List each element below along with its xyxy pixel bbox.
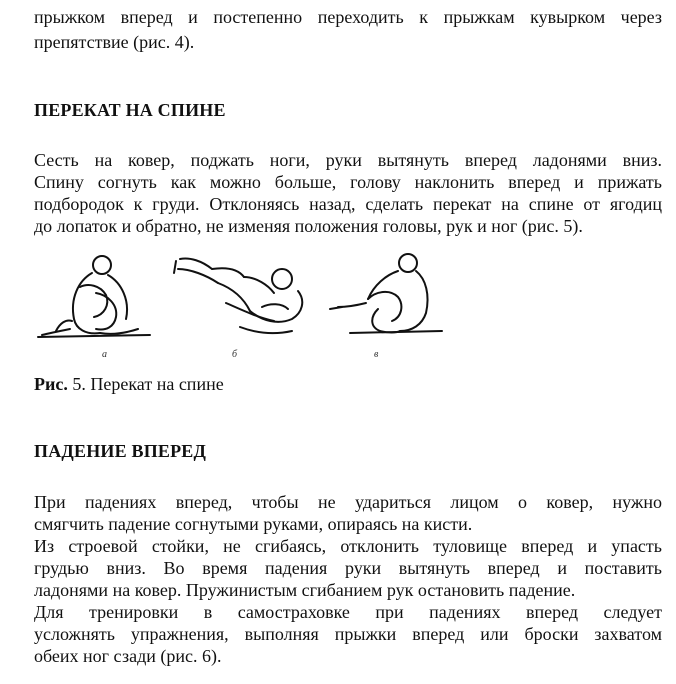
section1-line-3: подбородок к груди. Отклоняясь назад, сделать перекат на спине от ягодиц bbox=[34, 194, 662, 214]
section1-line-2: Спину согнуть как можно больше, голову наклонить вперед и прижать bbox=[34, 172, 662, 192]
section1-line-4: до лопаток и обратно, не изменяя положения головы, рук и ног (рис. 5). bbox=[34, 216, 583, 236]
figure-caption bbox=[34, 373, 224, 395]
section-heading-fall-forward: ПАДЕНИЕ ВПЕРЕД bbox=[34, 441, 207, 461]
panel-label-a: а bbox=[102, 349, 107, 360]
sketch-panel-b bbox=[174, 258, 302, 333]
section2-line-1: При падениях вперед, чтобы не удариться лицом о ковер, нужно bbox=[34, 492, 662, 512]
sketch-panel-c bbox=[330, 254, 442, 333]
section2-line-7: усложнять упражнения, выполняя прыжки вперед или броски захватом bbox=[34, 624, 662, 644]
panel-label-c: в bbox=[374, 349, 379, 360]
section2-line-3: Из строевой стойки, не сгибаясь, отклонить туловище вперед и упасть bbox=[34, 536, 662, 556]
section2-line-4: грудью вниз. Во время падения руки вытянуть вперед и поставить bbox=[34, 558, 662, 578]
intro-line-1: прыжком вперед и постепенно переходить к прыжкам кувырком через bbox=[34, 7, 662, 27]
section2-line-6: Для тренировки в самостраховке при падениях вперед следует bbox=[34, 602, 662, 622]
section-heading-roll-back: ПЕРЕКАТ НА СПИНЕ bbox=[34, 100, 226, 120]
section2-line-2: смягчить падение согнутыми руками, опираясь на кисти. bbox=[34, 514, 473, 534]
sketch-panel-a bbox=[38, 256, 150, 337]
figure-back-roll bbox=[30, 247, 450, 362]
caption-text: 5. Перекат на спине bbox=[67, 374, 224, 394]
intro-line-2: препятствие (рис. 4). bbox=[34, 32, 195, 52]
figure-sketches bbox=[30, 247, 450, 362]
section2-line-5: ладонями на ковер. Пружинистым сгибанием рук остановить падение. bbox=[34, 580, 576, 600]
section2-line-8: обеих ног сзади (рис. 6). bbox=[34, 646, 222, 666]
caption-prefix: Рис. bbox=[34, 374, 68, 394]
panel-label-b: б bbox=[232, 349, 238, 360]
section1-line-1: Сесть на ковер, поджать ноги, руки вытянуть вперед ладонями вниз. bbox=[34, 150, 662, 170]
